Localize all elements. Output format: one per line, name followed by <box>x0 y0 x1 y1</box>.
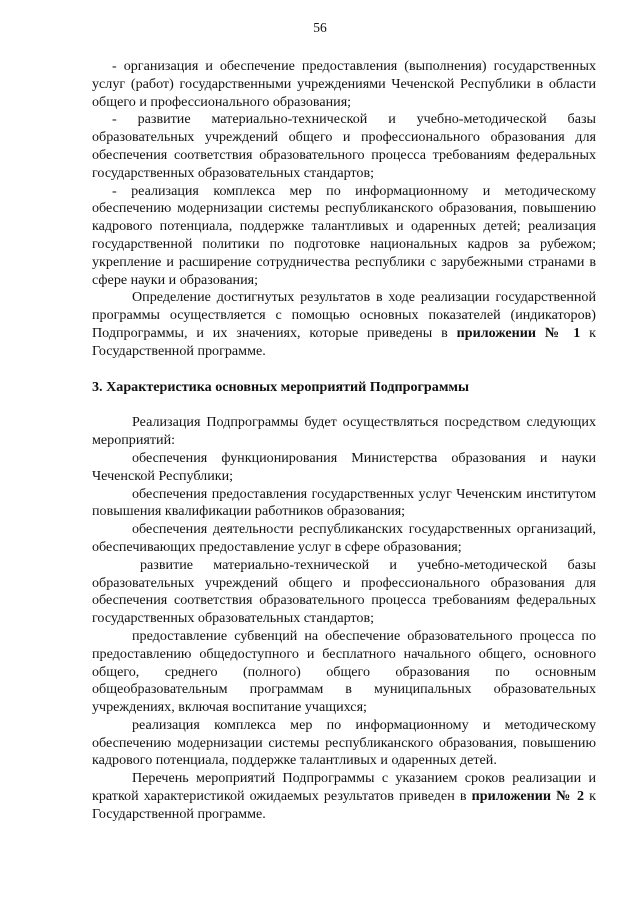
appendix-1-reference: приложении № 1 <box>456 324 581 341</box>
page-number: 56 <box>313 20 327 35</box>
appendix-2-reference: приложении № 2 <box>471 788 585 805</box>
paragraph-measure-2: обеспечения предоставления государственных услуг Чеченским институтом повышения квалификации работников образования; <box>92 485 596 520</box>
paragraph-measure-3: обеспечения деятельности республиканских государственных организаций, обеспечивающих предоставление услуг в сфере образования; <box>92 521 596 555</box>
paragraph-goal-1: - организация и обеспечение предоставления (выполнения) государственных услуг (работ) государственными учреждениями Чеченской Республики в области общего и профессионального образования; <box>92 58 596 110</box>
final-tail: к Государственной программе. <box>92 788 596 822</box>
document-body <box>92 58 596 824</box>
paragraph-goal-2: - развитие материально-технической и учебно-методической базы образовательных учреждений общего и профессионального образования для обеспечения соответствия образовательного процесса требованиям федеральных государственных образовательных стандартов; <box>92 111 596 181</box>
paragraph-measure-5: предоставление субвенций на обеспечение образовательного процесса по предоставлению общедоступного и бесплатного начального общего, основного общего, среднего (полного) общего образования по основным общеобразовательным программам в муниципальных образовательных учреждениях, включая воспитание учащихся; <box>92 627 596 716</box>
final-text: Перечень мероприятий Подпрограммы с указанием сроков реализации и краткой характеристикой ожидаемых результатов приведен в <box>92 770 596 805</box>
paragraph-final <box>92 770 596 823</box>
paragraph-measure-6: реализация комплекса мер по информационному и методическому обеспечению модернизации системы республиканского образования, повышению кадрового потенциала, поддержке талантливых и одаренных детей. <box>92 716 596 769</box>
paragraph-results <box>92 289 596 360</box>
paragraph-measure-1: обеспечения функционирования Министерства образования и науки Чеченской Республики; <box>92 449 596 484</box>
paragraph-measure-4: развитие материально-технической и учебно-методической базы образовательных учреждений общего и профессионального образования для обеспечения соответствия образовательного процесса требованиям федеральных государственных образовательных стандартов; <box>92 556 596 627</box>
section-heading: 3. Характеристика основных мероприятий Подпрограммы <box>92 378 470 395</box>
paragraph-intro: Реализация Подпрограммы будет осуществляться посредством следующих мероприятий: <box>92 414 596 449</box>
results-tail: к Государственной программе. <box>92 324 596 359</box>
results-text: Определение достигнутых результатов в ходе реализации государственной программы осуществляется с помощью основных показателей (индикаторов) Подпрограммы, и их значениях, которые приведены в <box>92 289 596 341</box>
paragraph-goal-3: - реализация комплекса мер по информационному и методическому обеспечению модернизации системы республиканского образования, повышению кадрового потенциала, поддержке талантливых и одаренных детей; реализация государственной политики по подготовке национальных кадров за рубежом; укрепление и расширение сотрудничества республики с зарубежными странами в сфере науки и образования; <box>92 182 596 288</box>
